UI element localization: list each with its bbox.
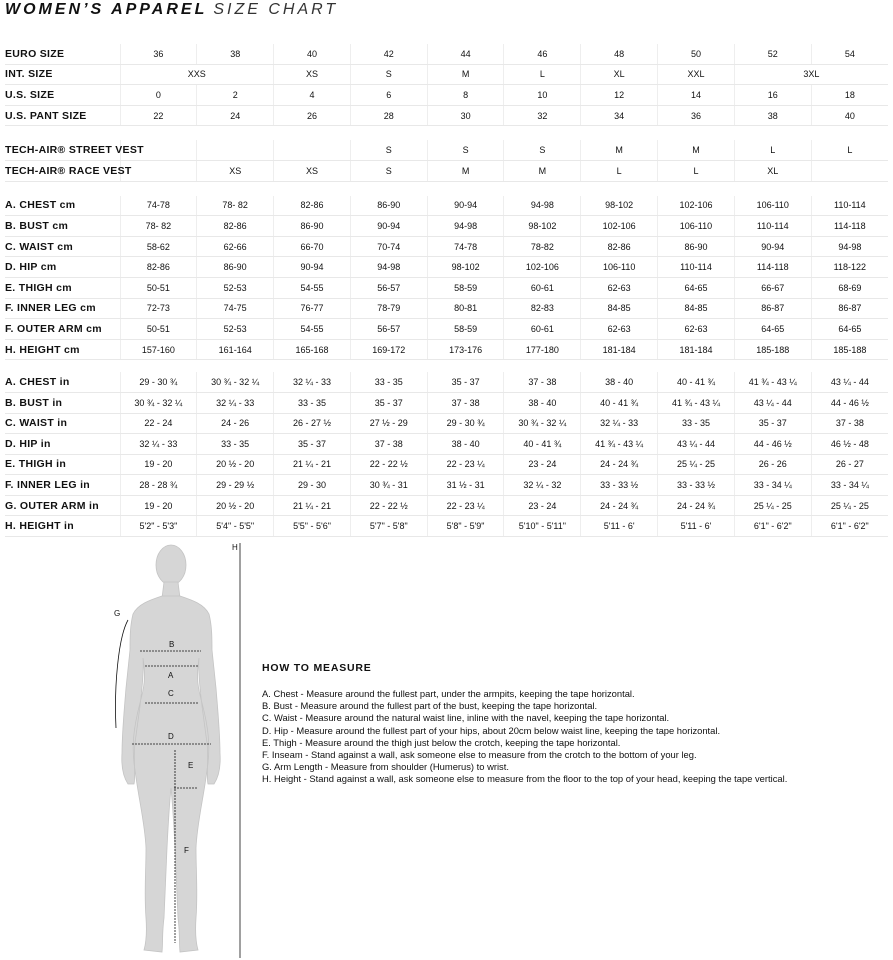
table-row: [5, 319, 888, 340]
row-label: H. HEIGHT cm: [5, 339, 120, 360]
table-cell: 10: [504, 85, 581, 106]
table-cell: 86-87: [811, 298, 888, 319]
table-cell: 22 - 22 ½: [350, 454, 427, 475]
table-cell: 86-90: [274, 216, 351, 237]
table-cell: 19 - 20: [120, 495, 197, 516]
table-cell: 5'11 - 6': [658, 516, 735, 537]
table-cell: 84-85: [581, 298, 658, 319]
row-label: B. BUST cm: [5, 216, 120, 237]
table-cell: 40 - 41 ¾: [658, 372, 735, 392]
table-cell: 50: [658, 44, 735, 64]
table-cell: 35 - 37: [350, 392, 427, 413]
table-cell: 66-67: [734, 277, 811, 298]
how-to-line-f: F. Inseam - Stand against a wall, ask someone else to measure from the crotch to the bottom of your leg.: [262, 749, 697, 761]
table-cell: 26 - 27 ½: [274, 413, 351, 434]
table-cell: S: [350, 160, 427, 181]
table-cell: 64-65: [811, 319, 888, 340]
table-cell: 40: [274, 44, 351, 64]
row-label: F. OUTER ARM cm: [5, 319, 120, 340]
table-cell: 20 ½ - 20: [197, 495, 274, 516]
table-cell: 33 - 35: [274, 392, 351, 413]
table-cell: 37 - 38: [350, 434, 427, 455]
table-cell: 32 ¼ - 33: [581, 413, 658, 434]
table-cell: 30 ¾ - 32 ¼: [120, 392, 197, 413]
table-cell: 31 ½ - 31: [427, 475, 504, 496]
table-row: [5, 236, 888, 257]
table-cell: 82-86: [120, 257, 197, 278]
table-cell: 80-81: [427, 298, 504, 319]
table-row: [5, 105, 888, 126]
table-cell: 36: [658, 105, 735, 126]
row-label: C. WAIST in: [5, 413, 120, 434]
table-cell: 157-160: [120, 339, 197, 360]
table-row: [5, 44, 888, 64]
table-cell: 4: [274, 85, 351, 106]
table-cell: XXS: [120, 64, 274, 85]
table-cell: 22 - 23 ¼: [427, 495, 504, 516]
row-label: E. THIGH in: [5, 454, 120, 475]
table-cell: 2: [197, 85, 274, 106]
table-cell: 56-57: [350, 277, 427, 298]
table-cell: 33 - 35: [658, 413, 735, 434]
how-to-line-b: B. Bust - Measure around the fullest part of the bust, keeping the tape horizontal.: [262, 700, 598, 712]
table-cell: 94-98: [350, 257, 427, 278]
table-cell: 8: [427, 85, 504, 106]
table-cell: 24 - 24 ¾: [658, 495, 735, 516]
table-cell: S: [427, 140, 504, 160]
table-cell: 32 ¼ - 33: [197, 392, 274, 413]
table-cell: 44 - 46 ½: [734, 434, 811, 455]
table-cell: 37 - 38: [504, 372, 581, 392]
table-cell: 74-78: [427, 236, 504, 257]
table-cell: L: [504, 64, 581, 85]
chart-title: [5, 0, 338, 22]
table-cell: 25 ¼ - 25: [811, 495, 888, 516]
table-cell: 29 - 29 ½: [197, 475, 274, 496]
table-cell: 33 - 34 ¼: [734, 475, 811, 496]
how-to-line-e: E. Thigh - Measure around the thigh just below the crotch, keeping the tape horizontal.: [262, 736, 621, 748]
table-cell: 110-114: [658, 257, 735, 278]
table-cell: 37 - 38: [427, 392, 504, 413]
table-cell: 40 - 41 ¾: [504, 434, 581, 455]
table-cell: 50-51: [120, 319, 197, 340]
table-row: [5, 298, 888, 319]
row-label: F. INNER LEG in: [5, 475, 120, 496]
label-e: E: [188, 761, 194, 770]
table-cell: 114-118: [734, 257, 811, 278]
table-cell: 26 - 27: [811, 454, 888, 475]
table-cell: 44: [427, 44, 504, 64]
row-spacer: [5, 181, 888, 196]
table-cell: 32 ¼ - 32: [504, 475, 581, 496]
table-cell: 14: [658, 85, 735, 106]
table-cell: 22: [120, 105, 197, 126]
table-cell: 64-65: [658, 277, 735, 298]
table-cell: 118-122: [811, 257, 888, 278]
table-cell: 58-62: [120, 236, 197, 257]
body-silhouette: [122, 545, 220, 952]
table-cell: [197, 140, 274, 160]
label-d: D: [168, 732, 174, 741]
table-cell: 5'5" - 5'6": [274, 516, 351, 537]
table-row: [5, 277, 888, 298]
table-cell: 46 ½ - 48: [811, 434, 888, 455]
table-cell: 35 - 37: [427, 372, 504, 392]
table-cell: 62-66: [197, 236, 274, 257]
table-cell: M: [658, 140, 735, 160]
table-cell: XL: [581, 64, 658, 85]
table-cell: 52-53: [197, 277, 274, 298]
table-cell: XS: [274, 64, 351, 85]
table-cell: 86-87: [734, 298, 811, 319]
table-cell: 19 - 20: [120, 454, 197, 475]
table-row: [5, 495, 888, 516]
table-row: [5, 475, 888, 496]
table-cell: 50-51: [120, 277, 197, 298]
table-cell: 76-77: [274, 298, 351, 319]
table-cell: 5'4" - 5'5": [197, 516, 274, 537]
table-cell: 62-63: [658, 319, 735, 340]
table-cell: 33 - 34 ¼: [811, 475, 888, 496]
table-cell: 165-168: [274, 339, 351, 360]
table-cell: 6'1" - 6'2": [734, 516, 811, 537]
table-cell: 64-65: [734, 319, 811, 340]
row-label: INT. SIZE: [5, 64, 120, 85]
table-cell: 78-79: [350, 298, 427, 319]
table-cell: 30 ¾ - 32 ¼: [504, 413, 581, 434]
table-cell: 82-86: [581, 236, 658, 257]
table-cell: 86-90: [658, 236, 735, 257]
table-cell: 22 - 22 ½: [350, 495, 427, 516]
row-label: D. HIP cm: [5, 257, 120, 278]
table-cell: 23 - 24: [504, 454, 581, 475]
table-cell: 33 - 33 ½: [658, 475, 735, 496]
table-cell: XL: [734, 160, 811, 181]
table-cell: 106-110: [581, 257, 658, 278]
title-bold: WOMEN’S APPAREL: [5, 1, 208, 18]
table-cell: 52-53: [197, 319, 274, 340]
table-row: [5, 257, 888, 278]
table-cell: 60-61: [504, 277, 581, 298]
row-label: G. OUTER ARM in: [5, 495, 120, 516]
table-cell: 30: [427, 105, 504, 126]
table-row: [5, 434, 888, 455]
table-cell: 70-74: [350, 236, 427, 257]
table-cell: 102-106: [504, 257, 581, 278]
table-cell: 43 ¼ - 44: [734, 392, 811, 413]
table-cell: 98-102: [504, 216, 581, 237]
table-cell: 185-188: [811, 339, 888, 360]
table-cell: 6'1" - 6'2": [811, 516, 888, 537]
table-cell: 27 ½ - 29: [350, 413, 427, 434]
table-cell: 24: [197, 105, 274, 126]
how-to-line-c: C. Waist - Measure around the natural waist line, inline with the navel, keeping the tape horizontal.: [262, 712, 670, 724]
table-row: [5, 413, 888, 434]
table-cell: 33 - 35: [197, 434, 274, 455]
table-row: [5, 339, 888, 360]
table-cell: 21 ¼ - 21: [274, 495, 351, 516]
table-cell: 86-90: [350, 196, 427, 216]
table-row: [5, 85, 888, 106]
table-cell: 35 - 37: [274, 434, 351, 455]
table-cell: 0: [120, 85, 197, 106]
table-cell: 94-98: [811, 236, 888, 257]
table-cell: 29 - 30 ¾: [120, 372, 197, 392]
table-cell: 114-118: [811, 216, 888, 237]
table-cell: XXL: [658, 64, 735, 85]
table-cell: 68-69: [811, 277, 888, 298]
table-cell: L: [658, 160, 735, 181]
table-cell: 29 - 30: [274, 475, 351, 496]
table-cell: 34: [581, 105, 658, 126]
table-cell: 5'10" - 5'11": [504, 516, 581, 537]
table-cell: 21 ¼ - 21: [274, 454, 351, 475]
table-cell: 78- 82: [120, 216, 197, 237]
table-cell: 40: [811, 105, 888, 126]
table-cell: 94-98: [504, 196, 581, 216]
how-to-measure: [262, 662, 822, 786]
table-cell: M: [427, 64, 504, 85]
table-cell: M: [581, 140, 658, 160]
label-b: B: [169, 640, 175, 649]
row-label: EURO SIZE: [5, 44, 120, 64]
table-cell: 32 ¼ - 33: [274, 372, 351, 392]
size-chart-body: [5, 44, 888, 537]
table-cell: 102-106: [581, 216, 658, 237]
how-to-line-g: G. Arm Length - Measure from shoulder (Humerus) to wrist.: [262, 761, 509, 773]
table-cell: 38 - 40: [581, 372, 658, 392]
table-cell: 12: [581, 85, 658, 106]
table-row: [5, 516, 888, 537]
row-label: U.S. SIZE: [5, 85, 120, 106]
table-cell: 94-98: [427, 216, 504, 237]
table-cell: 60-61: [504, 319, 581, 340]
label-c: C: [168, 689, 174, 698]
table-cell: 74-75: [197, 298, 274, 319]
table-cell: 24 - 26: [197, 413, 274, 434]
table-cell: 46: [504, 44, 581, 64]
table-cell: 110-114: [734, 216, 811, 237]
row-spacer: [5, 360, 888, 373]
table-cell: S: [504, 140, 581, 160]
table-cell: 41 ¾ - 43 ¼: [581, 434, 658, 455]
table-cell: [274, 140, 351, 160]
table-cell: L: [811, 140, 888, 160]
table-cell: 58-59: [427, 277, 504, 298]
table-row: [5, 454, 888, 475]
row-label: U.S. PANT SIZE: [5, 105, 120, 126]
table-cell: 20 ½ - 20: [197, 454, 274, 475]
table-cell: 16: [734, 85, 811, 106]
table-cell: [811, 160, 888, 181]
table-cell: 38 - 40: [427, 434, 504, 455]
body-figure: [100, 538, 260, 960]
row-label: B. BUST in: [5, 392, 120, 413]
table-cell: 24 - 24 ¾: [581, 454, 658, 475]
table-row: [5, 64, 888, 85]
table-cell: 33 - 35: [350, 372, 427, 392]
table-cell: 66-70: [274, 236, 351, 257]
table-cell: 24 - 24 ¾: [581, 495, 658, 516]
table-cell: 102-106: [658, 196, 735, 216]
label-g: G: [114, 609, 121, 618]
table-cell: 5'8" - 5'9": [427, 516, 504, 537]
table-cell: 41 ¾ - 43 ¼: [658, 392, 735, 413]
table-cell: S: [350, 64, 427, 85]
table-cell: 98-102: [427, 257, 504, 278]
table-cell: 33 - 33 ½: [581, 475, 658, 496]
table-cell: 78-82: [504, 236, 581, 257]
table-cell: 110-114: [811, 196, 888, 216]
row-label: A. CHEST cm: [5, 196, 120, 216]
table-cell: 25 ¼ - 25: [658, 454, 735, 475]
table-cell: 98-102: [581, 196, 658, 216]
how-to-line-a: A. Chest - Measure around the fullest part, under the armpits, keeping the tape horizontal.: [262, 688, 635, 699]
table-cell: 62-63: [581, 319, 658, 340]
table-cell: 5'2" - 5'3": [120, 516, 197, 537]
table-cell: 30 ¾ - 31: [350, 475, 427, 496]
table-cell: 36: [120, 44, 197, 64]
table-cell: 3XL: [734, 64, 888, 85]
table-cell: 181-184: [581, 339, 658, 360]
table-cell: 161-164: [197, 339, 274, 360]
table-cell: 54: [811, 44, 888, 64]
table-cell: 84-85: [658, 298, 735, 319]
table-cell: 48: [581, 44, 658, 64]
how-to-heading: HOW TO MEASURE: [262, 662, 372, 674]
how-to-line-h: H. Height - Stand against a wall, ask someone else to measure from the floor to the top of your head, keeping the tape vertical.: [262, 773, 788, 785]
table-cell: 28 - 28 ¾: [120, 475, 197, 496]
table-cell: 32: [504, 105, 581, 126]
table-cell: 26 - 26: [734, 454, 811, 475]
row-label: TECH-AIR® STREET VEST: [5, 140, 120, 160]
table-cell: 35 - 37: [734, 413, 811, 434]
row-label: TECH-AIR® RACE VEST: [5, 160, 120, 181]
table-cell: 38: [197, 44, 274, 64]
table-row: [5, 140, 888, 160]
table-cell: 5'11 - 6': [581, 516, 658, 537]
table-cell: 72-73: [120, 298, 197, 319]
table-cell: 185-188: [734, 339, 811, 360]
table-cell: 78- 82: [197, 196, 274, 216]
table-cell: 28: [350, 105, 427, 126]
table-cell: 18: [811, 85, 888, 106]
row-label: D. HIP in: [5, 434, 120, 455]
table-cell: 173-176: [427, 339, 504, 360]
table-cell: 90-94: [350, 216, 427, 237]
title-light: SIZE CHART: [213, 1, 339, 18]
table-cell: 26: [274, 105, 351, 126]
size-chart-table: [5, 44, 888, 537]
table-cell: 42: [350, 44, 427, 64]
row-label: E. THIGH cm: [5, 277, 120, 298]
table-cell: 90-94: [274, 257, 351, 278]
table-cell: 169-172: [350, 339, 427, 360]
table-cell: 22 - 23 ¼: [427, 454, 504, 475]
row-label: H. HEIGHT in: [5, 516, 120, 537]
table-cell: 32 ¼ - 33: [120, 434, 197, 455]
label-f: F: [184, 846, 189, 855]
table-cell: 44 - 46 ½: [811, 392, 888, 413]
table-cell: 86-90: [197, 257, 274, 278]
table-cell: 37 - 38: [811, 413, 888, 434]
table-cell: 43 ¼ - 44: [811, 372, 888, 392]
table-cell: 22 - 24: [120, 413, 197, 434]
table-cell: L: [734, 140, 811, 160]
table-cell: M: [504, 160, 581, 181]
table-cell: 38 - 40: [504, 392, 581, 413]
row-label: F. INNER LEG cm: [5, 298, 120, 319]
table-cell: 54-55: [274, 277, 351, 298]
table-cell: 54-55: [274, 319, 351, 340]
table-cell: 181-184: [658, 339, 735, 360]
table-cell: 40 - 41 ¾: [581, 392, 658, 413]
table-cell: 6: [350, 85, 427, 106]
table-cell: 82-83: [504, 298, 581, 319]
how-to-line-d: D. Hip - Measure around the fullest part of your hips, about 20cm below waist line, keeping the tape horizontal.: [262, 724, 721, 736]
table-cell: M: [427, 160, 504, 181]
table-cell: 29 - 30 ¾: [427, 413, 504, 434]
row-label: A. CHEST in: [5, 372, 120, 392]
table-cell: 90-94: [427, 196, 504, 216]
table-cell: 38: [734, 105, 811, 126]
table-cell: 90-94: [734, 236, 811, 257]
table-row: [5, 392, 888, 413]
label-a: A: [168, 671, 174, 680]
table-row: [5, 216, 888, 237]
table-cell: XS: [274, 160, 351, 181]
table-cell: 30 ¾ - 32 ¼: [197, 372, 274, 392]
table-cell: 62-63: [581, 277, 658, 298]
table-cell: 74-78: [120, 196, 197, 216]
table-row: [5, 196, 888, 216]
table-cell: 82-86: [197, 216, 274, 237]
table-cell: L: [581, 160, 658, 181]
row-spacer: [5, 126, 888, 141]
table-cell: 58-59: [427, 319, 504, 340]
table-cell: 23 - 24: [504, 495, 581, 516]
table-cell: 52: [734, 44, 811, 64]
table-cell: 177-180: [504, 339, 581, 360]
table-cell: XS: [197, 160, 274, 181]
table-cell: 56-57: [350, 319, 427, 340]
row-label: C. WAIST cm: [5, 236, 120, 257]
table-cell: S: [350, 140, 427, 160]
label-h: H: [232, 543, 238, 552]
table-cell: 41 ¾ - 43 ¼: [734, 372, 811, 392]
table-cell: 43 ¼ - 44: [658, 434, 735, 455]
table-cell: 82-86: [274, 196, 351, 216]
table-cell: 5'7" - 5'8": [350, 516, 427, 537]
table-row: [5, 372, 888, 392]
table-cell: 25 ¼ - 25: [734, 495, 811, 516]
table-row: [5, 160, 888, 181]
table-cell: 106-110: [658, 216, 735, 237]
table-cell: 106-110: [734, 196, 811, 216]
